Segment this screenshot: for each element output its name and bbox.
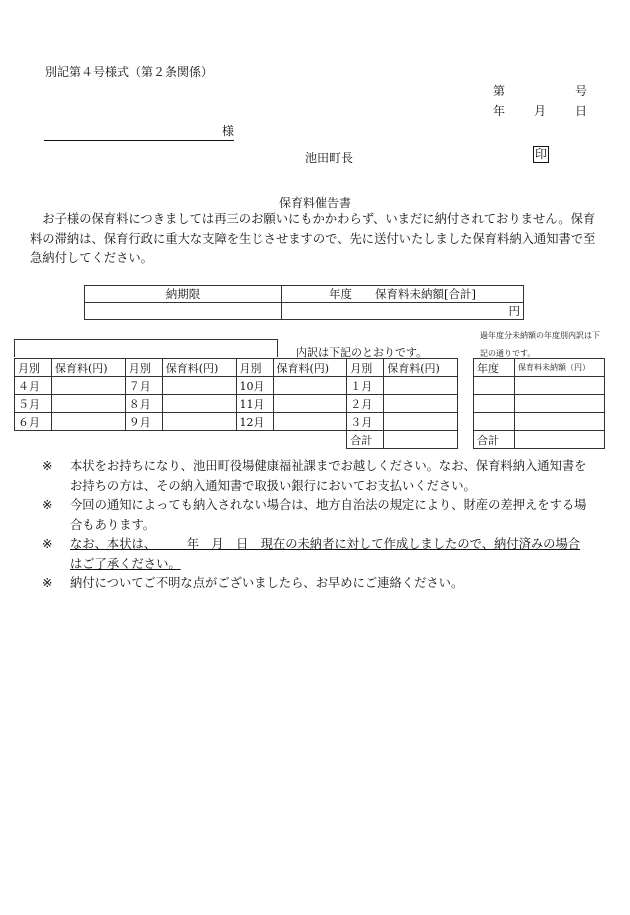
summary-col-amount: 年度 保育料未納額[合計] (282, 286, 524, 303)
note-item (42, 574, 590, 594)
header-cell: 保育料(円) (384, 359, 458, 377)
summary-table (84, 285, 524, 320)
past-year-note: 過年度分未納額の年度別内訳は下記の通りです。 (480, 331, 600, 358)
note-item (42, 496, 590, 535)
note-mark: ※ (42, 459, 53, 473)
total-label: 合計 (347, 431, 384, 449)
total-row (15, 431, 458, 449)
table-row (474, 413, 605, 431)
summary-deadline-cell (85, 303, 282, 320)
fee-cell (384, 395, 458, 413)
total-cell (515, 431, 605, 449)
month-cell: ２月 (347, 395, 384, 413)
addressee-suffix: 様 (221, 124, 234, 138)
table-row (474, 377, 605, 395)
past-year-table (473, 358, 605, 449)
date-line (493, 102, 587, 119)
notes-section (42, 457, 590, 594)
table-row (15, 377, 458, 395)
table-header-row (474, 359, 605, 377)
month-cell: 10月 (236, 377, 273, 395)
month-cell: ３月 (347, 413, 384, 431)
fee-cell (273, 413, 347, 431)
fee-cell (52, 413, 126, 431)
header-cell: 年度 (474, 359, 515, 377)
breakdown-table (14, 358, 458, 449)
note-item (42, 535, 590, 574)
total-cell (384, 431, 458, 449)
date-day: 日 (574, 104, 587, 118)
fee-cell (162, 413, 236, 431)
note-mark: ※ (42, 498, 53, 512)
table-row (15, 413, 458, 431)
month-cell: ５月 (15, 395, 52, 413)
fee-cell (162, 395, 236, 413)
table-header-row (15, 359, 458, 377)
summary-col-deadline: 納期限 (85, 286, 282, 303)
note-text: 納付についてご不明な点がございましたら、お早めにご連絡ください。 (70, 576, 464, 590)
fee-cell (273, 377, 347, 395)
number-suffix: 号 (574, 84, 587, 98)
table-row (474, 395, 605, 413)
issuer: 池田町長 (305, 151, 354, 165)
note-text: 本状をお持ちになり、池田町役場健康福祉課までお越しください。なお、保育料納入通知書をお持ちの方は、その納入通知書で取扱い銀行においてお支払いください。 (70, 459, 587, 493)
month-cell: ４月 (15, 377, 52, 395)
document-title: 保育料催告書 (278, 196, 351, 210)
header-cell: 保育料(円) (52, 359, 126, 377)
month-cell: ８月 (125, 395, 162, 413)
total-row (474, 431, 605, 449)
table-row (15, 395, 458, 413)
month-cell: ６月 (15, 413, 52, 431)
month-cell: ７月 (125, 377, 162, 395)
month-cell: 11月 (236, 395, 273, 413)
total-label: 合計 (474, 431, 515, 449)
addressee-line (44, 122, 234, 141)
header-cell: 保育料(円) (273, 359, 347, 377)
note-item (42, 457, 590, 496)
header-cell: 月別 (347, 359, 384, 377)
fee-cell (52, 377, 126, 395)
date-month: 月 (533, 104, 546, 118)
breakdown-header-box (14, 339, 278, 357)
number-prefix: 第 (493, 84, 506, 98)
date-year: 年 (493, 104, 506, 118)
fee-cell (52, 395, 126, 413)
header-cell: 保育料(円) (162, 359, 236, 377)
form-number: 別記第４号様式（第２条関係） (45, 65, 214, 79)
note-text: なお、本状は、 年 月 日 現在の未納者に対して作成しましたので、納付済みの場合はご了承ください。 (70, 537, 581, 571)
seal-mark: 印 (535, 147, 548, 161)
body-paragraph: お子様の保育料につきましては再三のお願いにもかかわらず、いまだに納付されておりません。保育料の滞納は、保育行政に重大な支障を生じさせますので、先に送付いたしました保育料納入通知書で至急納付してください。 (30, 212, 596, 265)
document-number-line (493, 82, 587, 99)
fee-cell (384, 377, 458, 395)
breakdown-note: 内訳は下記のとおりです。 (296, 346, 428, 359)
month-cell: ９月 (125, 413, 162, 431)
note-mark: ※ (42, 576, 53, 590)
header-cell: 月別 (236, 359, 273, 377)
fee-cell (273, 395, 347, 413)
fee-cell (384, 413, 458, 431)
fee-cell (162, 377, 236, 395)
note-text: 今回の通知によっても納入されない場合は、地方自治法の規定により、財産の差押えをする場合もあります。 (70, 498, 587, 532)
header-cell: 月別 (15, 359, 52, 377)
header-cell: 月別 (125, 359, 162, 377)
note-mark: ※ (42, 537, 53, 551)
month-cell: 12月 (236, 413, 273, 431)
summary-amount-cell: 円 (282, 303, 524, 320)
header-cell: 保育料未納額（円） (515, 359, 605, 377)
month-cell: １月 (347, 377, 384, 395)
